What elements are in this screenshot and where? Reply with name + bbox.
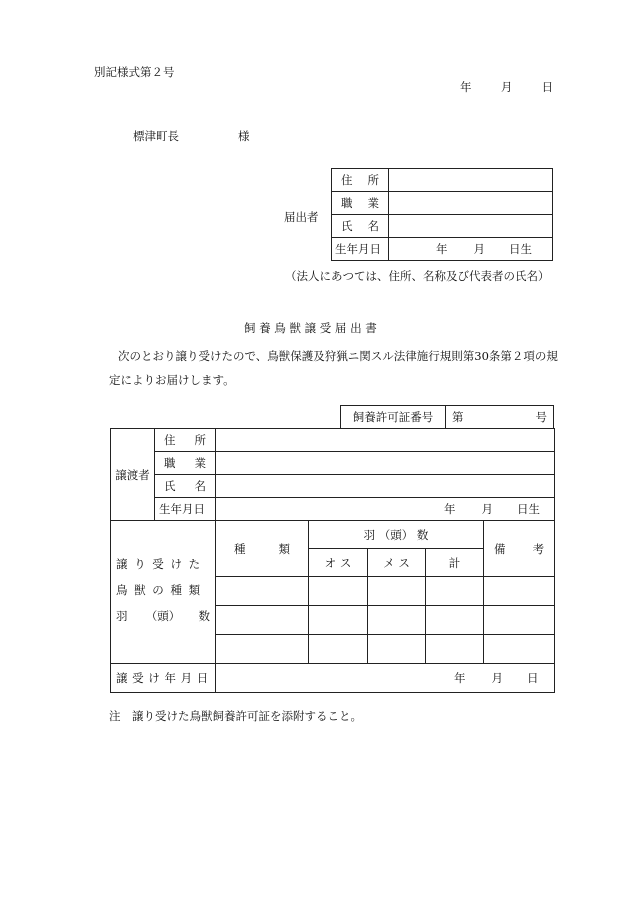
transferor-name-label: 氏 名 <box>155 475 216 498</box>
transferor-name-field[interactable] <box>216 475 555 498</box>
col-remarks-header: 備 考 <box>484 521 555 577</box>
applicant-table <box>331 168 553 261</box>
transferor-address-field[interactable] <box>216 429 555 452</box>
animals-label-line3: 羽 （頭） 数 <box>116 609 210 623</box>
applicant-note: （法人にあつては、住所、名称及び代表者の氏名） <box>285 269 550 283</box>
applicant-name-field[interactable] <box>389 215 553 238</box>
transferor-row <box>111 429 555 452</box>
date-year: 年 <box>460 80 472 94</box>
transferor-occupation-field[interactable] <box>216 452 555 475</box>
transferor-occupation-label: 職 業 <box>155 452 216 475</box>
body-text-line2: 定によりお届けします。 <box>109 373 235 387</box>
applicant-occupation-field[interactable] <box>389 192 553 215</box>
animal-remarks-field[interactable] <box>484 606 555 635</box>
col-count-header: 羽 （頭） 数 <box>309 521 484 549</box>
addressee-honorific: 様 <box>238 129 250 143</box>
animal-remarks-field[interactable] <box>484 635 555 664</box>
animal-male-field[interactable] <box>309 606 368 635</box>
col-species-header: 種 類 <box>216 521 309 577</box>
form-label: 別記様式第２号 <box>94 65 175 79</box>
applicant-address-label: 住 所 <box>332 169 389 192</box>
applicant-birth-field[interactable]: 年 月 日生 <box>389 238 553 261</box>
animal-species-field[interactable] <box>216 635 309 664</box>
col-total-header: 計 <box>426 549 484 577</box>
animal-total-field[interactable] <box>426 577 484 606</box>
animal-female-field[interactable] <box>368 606 426 635</box>
animal-total-field[interactable] <box>426 635 484 664</box>
transfer-date-label: 譲 受 け 年 月 日 <box>111 664 216 693</box>
body-text-line1: 次のとおり譲り受けたので、鳥獣保護及狩猟ニ関スル法律施行規則第30条第２項の規 <box>118 349 558 363</box>
transfer-date-row <box>111 664 555 693</box>
animal-remarks-field[interactable] <box>484 577 555 606</box>
animals-label-line1: 譲 り 受 け た <box>116 557 201 571</box>
applicant-row <box>332 169 553 192</box>
animals-label-line2: 鳥 獣 の 種 類 <box>116 583 201 597</box>
col-female-header: メ ス <box>368 549 426 577</box>
transferor-row <box>111 452 555 475</box>
animal-male-field[interactable] <box>309 577 368 606</box>
permit-label: 飼養許可証番号 <box>341 406 446 429</box>
addressee-name: 標津町長 <box>133 129 179 143</box>
animals-label <box>111 521 216 664</box>
applicant-name-label: 氏 名 <box>332 215 389 238</box>
animal-total-field[interactable] <box>426 606 484 635</box>
applicant-birth-label: 生年月日 <box>332 238 389 261</box>
applicant-occupation-label: 職 業 <box>332 192 389 215</box>
transferor-label: 譲渡者 <box>111 429 155 521</box>
col-male-header: オ ス <box>309 549 368 577</box>
permit-suffix: 号 <box>535 410 547 424</box>
permit-prefix: 第 <box>452 410 464 424</box>
transfer-date-field[interactable]: 年 月 日 <box>216 664 555 693</box>
applicant-row <box>332 238 553 261</box>
footnote: 注 譲り受けた鳥獣飼養許可証を添附すること。 <box>109 709 362 723</box>
date-day: 日 <box>541 80 554 94</box>
permit-number-field[interactable] <box>446 406 554 429</box>
transfer-table <box>110 428 555 693</box>
header-date <box>460 79 553 95</box>
transferor-birth-field[interactable]: 年 月 日生 <box>216 498 555 521</box>
transferor-row <box>111 475 555 498</box>
transferor-row <box>111 498 555 521</box>
transferor-birth-label: 生年月日 <box>155 498 216 521</box>
document-title: 飼 養 鳥 獣 譲 受 届 出 書 <box>244 321 377 335</box>
transferor-address-label: 住 所 <box>155 429 216 452</box>
animal-female-field[interactable] <box>368 635 426 664</box>
animal-male-field[interactable] <box>309 635 368 664</box>
permit-table <box>340 405 554 429</box>
animals-header-row <box>111 521 555 549</box>
animal-female-field[interactable] <box>368 577 426 606</box>
animal-species-field[interactable] <box>216 606 309 635</box>
animal-species-field[interactable] <box>216 577 309 606</box>
date-month: 月 <box>500 80 513 94</box>
applicant-row <box>332 192 553 215</box>
applicant-row <box>332 215 553 238</box>
applicant-label: 届出者 <box>284 210 319 224</box>
applicant-address-field[interactable] <box>389 169 553 192</box>
